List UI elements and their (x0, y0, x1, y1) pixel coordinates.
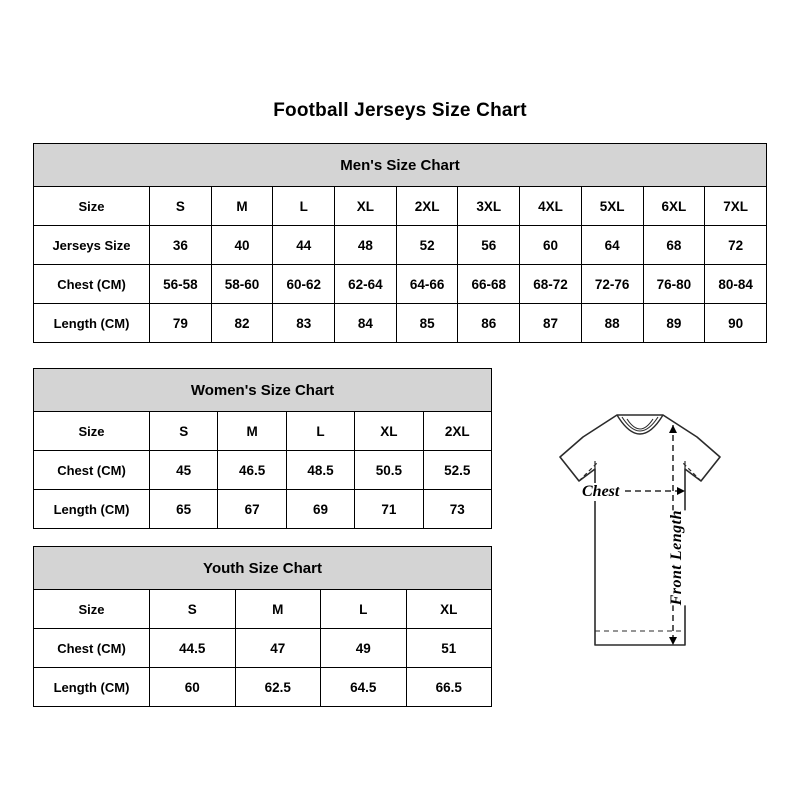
table-cell: XL (355, 412, 423, 451)
table-cell: 79 (150, 304, 212, 343)
table-cell: 2XL (423, 412, 491, 451)
table-cell: 68-72 (520, 265, 582, 304)
row-label: Chest (CM) (34, 629, 150, 668)
table-cell: 87 (520, 304, 582, 343)
table-cell: M (218, 412, 286, 451)
table-cell: 3XL (458, 187, 520, 226)
table-cell: 64-66 (396, 265, 458, 304)
table-cell: 47 (235, 629, 321, 668)
table-cell: 5XL (581, 187, 643, 226)
table-cell: 50.5 (355, 451, 423, 490)
table-cell: M (235, 590, 321, 629)
table-cell: 89 (643, 304, 705, 343)
table-row (34, 412, 492, 451)
table-cell: 51 (406, 629, 492, 668)
table-cell: 80-84 (705, 265, 767, 304)
womens-table-caption: Women's Size Chart (34, 369, 492, 412)
youth-table-caption: Youth Size Chart (34, 547, 492, 590)
table-cell: L (273, 187, 335, 226)
youth-size-chart (33, 546, 492, 707)
table-row (34, 304, 767, 343)
table-cell: XL (335, 187, 397, 226)
table-cell: 44.5 (150, 629, 236, 668)
youth-size-table (33, 546, 492, 707)
table-row (34, 490, 492, 529)
table-cell: L (286, 412, 354, 451)
mens-size-table (33, 143, 767, 343)
table-cell: 49 (321, 629, 407, 668)
tshirt-measurement-diagram (505, 395, 775, 685)
table-cell: 73 (423, 490, 491, 529)
table-cell: 64.5 (321, 668, 407, 707)
table-cell: 58-60 (211, 265, 273, 304)
page-title: Football Jerseys Size Chart (273, 100, 527, 121)
table-cell: 62-64 (335, 265, 397, 304)
table-cell: 88 (581, 304, 643, 343)
table-cell: 82 (211, 304, 273, 343)
table-cell: 2XL (396, 187, 458, 226)
table-cell: 45 (150, 451, 218, 490)
table-row (34, 265, 767, 304)
table-header-row (34, 547, 492, 590)
table-cell: 4XL (520, 187, 582, 226)
table-cell: S (150, 187, 212, 226)
table-cell: 84 (335, 304, 397, 343)
table-cell: 36 (150, 226, 212, 265)
table-cell: 85 (396, 304, 458, 343)
table-cell: 56-58 (150, 265, 212, 304)
table-header-row (34, 369, 492, 412)
womens-size-table (33, 368, 492, 529)
row-label: Size (34, 590, 150, 629)
table-cell: 48.5 (286, 451, 354, 490)
table-cell: 46.5 (218, 451, 286, 490)
table-row (34, 590, 492, 629)
tshirt-icon (505, 395, 775, 685)
table-cell: 65 (150, 490, 218, 529)
table-cell: 60 (520, 226, 582, 265)
table-cell: S (150, 590, 236, 629)
table-cell: 6XL (643, 187, 705, 226)
table-cell: 72 (705, 226, 767, 265)
row-label: Length (CM) (34, 490, 150, 529)
table-cell: 60-62 (273, 265, 335, 304)
table-cell: 86 (458, 304, 520, 343)
table-cell: L (321, 590, 407, 629)
table-cell: 44 (273, 226, 335, 265)
table-cell: 83 (273, 304, 335, 343)
table-cell: M (211, 187, 273, 226)
table-cell: 66.5 (406, 668, 492, 707)
table-row (34, 451, 492, 490)
table-cell: 72-76 (581, 265, 643, 304)
row-label: Length (CM) (34, 668, 150, 707)
table-cell: 56 (458, 226, 520, 265)
row-label: Size (34, 187, 150, 226)
chest-measure-label: Chest (582, 483, 620, 500)
table-cell: 69 (286, 490, 354, 529)
mens-size-chart (33, 143, 767, 343)
mens-table-caption: Men's Size Chart (34, 144, 767, 187)
table-cell: 52 (396, 226, 458, 265)
table-row (34, 668, 492, 707)
row-label: Length (CM) (34, 304, 150, 343)
table-cell: 90 (705, 304, 767, 343)
table-cell: 76-80 (643, 265, 705, 304)
table-cell: 66-68 (458, 265, 520, 304)
row-label: Jerseys Size (34, 226, 150, 265)
table-row (34, 226, 767, 265)
table-cell: 60 (150, 668, 236, 707)
table-cell: 40 (211, 226, 273, 265)
table-cell: 7XL (705, 187, 767, 226)
table-cell: XL (406, 590, 492, 629)
table-cell: S (150, 412, 218, 451)
row-label: Chest (CM) (34, 451, 150, 490)
front-length-measure-label: Front Length (666, 510, 688, 605)
table-row (34, 187, 767, 226)
row-label: Size (34, 412, 150, 451)
table-cell: 62.5 (235, 668, 321, 707)
table-cell: 64 (581, 226, 643, 265)
table-cell: 48 (335, 226, 397, 265)
table-cell: 68 (643, 226, 705, 265)
table-row (34, 629, 492, 668)
table-header-row (34, 144, 767, 187)
womens-size-chart (33, 368, 492, 529)
table-cell: 52.5 (423, 451, 491, 490)
table-cell: 67 (218, 490, 286, 529)
table-cell: 71 (355, 490, 423, 529)
row-label: Chest (CM) (34, 265, 150, 304)
